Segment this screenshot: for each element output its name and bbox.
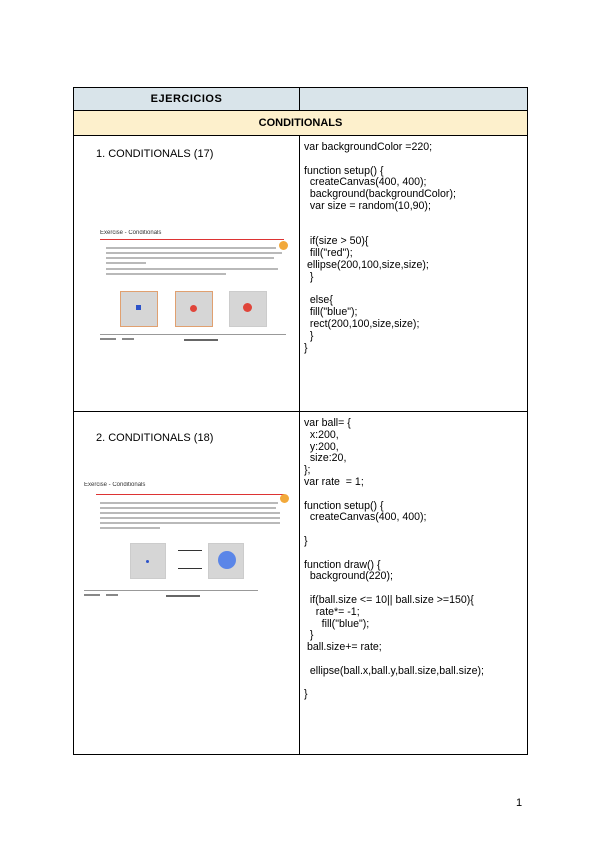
page-number: 1 xyxy=(516,797,523,809)
slide-canvas xyxy=(229,291,267,327)
slide-text-line xyxy=(100,527,160,529)
code-cell xyxy=(300,412,528,755)
exercise-label: 1. CONDITIONALS (17) xyxy=(96,148,214,160)
slide-text-line xyxy=(106,268,278,270)
table-header-row xyxy=(74,88,528,111)
slide-divider xyxy=(100,239,284,240)
exercise-cell xyxy=(74,136,300,412)
slide-title: Exercise - Conditionals xyxy=(100,230,162,236)
slide-logo-icon xyxy=(106,594,118,596)
blue-square-icon xyxy=(136,305,141,310)
red-circle-icon xyxy=(243,303,252,312)
slide-text-line xyxy=(106,262,146,264)
code-block: var ball= { x:200, y:200, size:20, }; var rate = 1; function setup() { createCanvas(400, 400); } function draw() { background(220); if(ball.size <= 10|| ball.size >=150){ rate*= -1; fill("blue"); } ball.size+= rate; ellipse(ball.x,ball.y,ball.size,ball.size); } xyxy=(304,417,484,701)
section-title: CONDITIONALS xyxy=(74,111,528,136)
slide-footer-text xyxy=(184,339,218,341)
slide-canvas xyxy=(130,543,166,579)
slide-logo-icon xyxy=(100,338,116,340)
section-row xyxy=(74,111,528,136)
slide-text-line xyxy=(100,502,278,504)
slide-logo-icon xyxy=(122,338,134,340)
slide-badge-icon xyxy=(280,494,289,503)
arrow-left-icon xyxy=(178,568,202,569)
red-circle-icon xyxy=(190,305,197,312)
slide-text-line xyxy=(106,252,282,254)
blue-dot-icon xyxy=(146,560,149,563)
slide-text-line xyxy=(100,507,276,509)
exercise-cell xyxy=(74,412,300,755)
slide-text-line xyxy=(100,517,280,519)
blue-circle-icon xyxy=(218,551,236,569)
slide-footer-line xyxy=(100,334,286,335)
code-cell xyxy=(300,136,528,412)
slide-text-line xyxy=(106,257,274,259)
slide-text-line xyxy=(106,273,226,275)
slide-title: Exercise - Conditionals xyxy=(84,482,146,488)
slide-text-line xyxy=(100,512,280,514)
code-block: var backgroundColor =220; function setup() { createCanvas(400, 400); background(backgroundColor); var size = random(10,90); if(size > 50){ fill("red"); ellipse(200,100,size,size); } else{ fill("blue"); rect(200,100,size,size); } } xyxy=(304,141,456,354)
header-ejercicios: EJERCICIOS xyxy=(74,88,300,111)
slide-footer-text xyxy=(166,595,200,597)
slide-thumbnail xyxy=(98,230,290,360)
slide-footer-line xyxy=(84,590,258,591)
slide-thumbnail xyxy=(82,482,292,612)
slide-logo-icon xyxy=(84,594,100,596)
table-row xyxy=(74,136,528,412)
table-row xyxy=(74,412,528,755)
slide-divider xyxy=(96,494,284,495)
exercise-label: 2. CONDITIONALS (18) xyxy=(96,432,214,444)
slide-canvas xyxy=(208,543,244,579)
slide-badge-icon xyxy=(279,241,288,250)
exercise-table xyxy=(73,87,528,755)
slide-text-line xyxy=(106,247,276,249)
arrow-right-icon xyxy=(178,550,202,551)
slide-canvas xyxy=(120,291,158,327)
header-empty xyxy=(300,88,528,111)
slide-text-line xyxy=(100,522,280,524)
slide-canvas xyxy=(175,291,213,327)
